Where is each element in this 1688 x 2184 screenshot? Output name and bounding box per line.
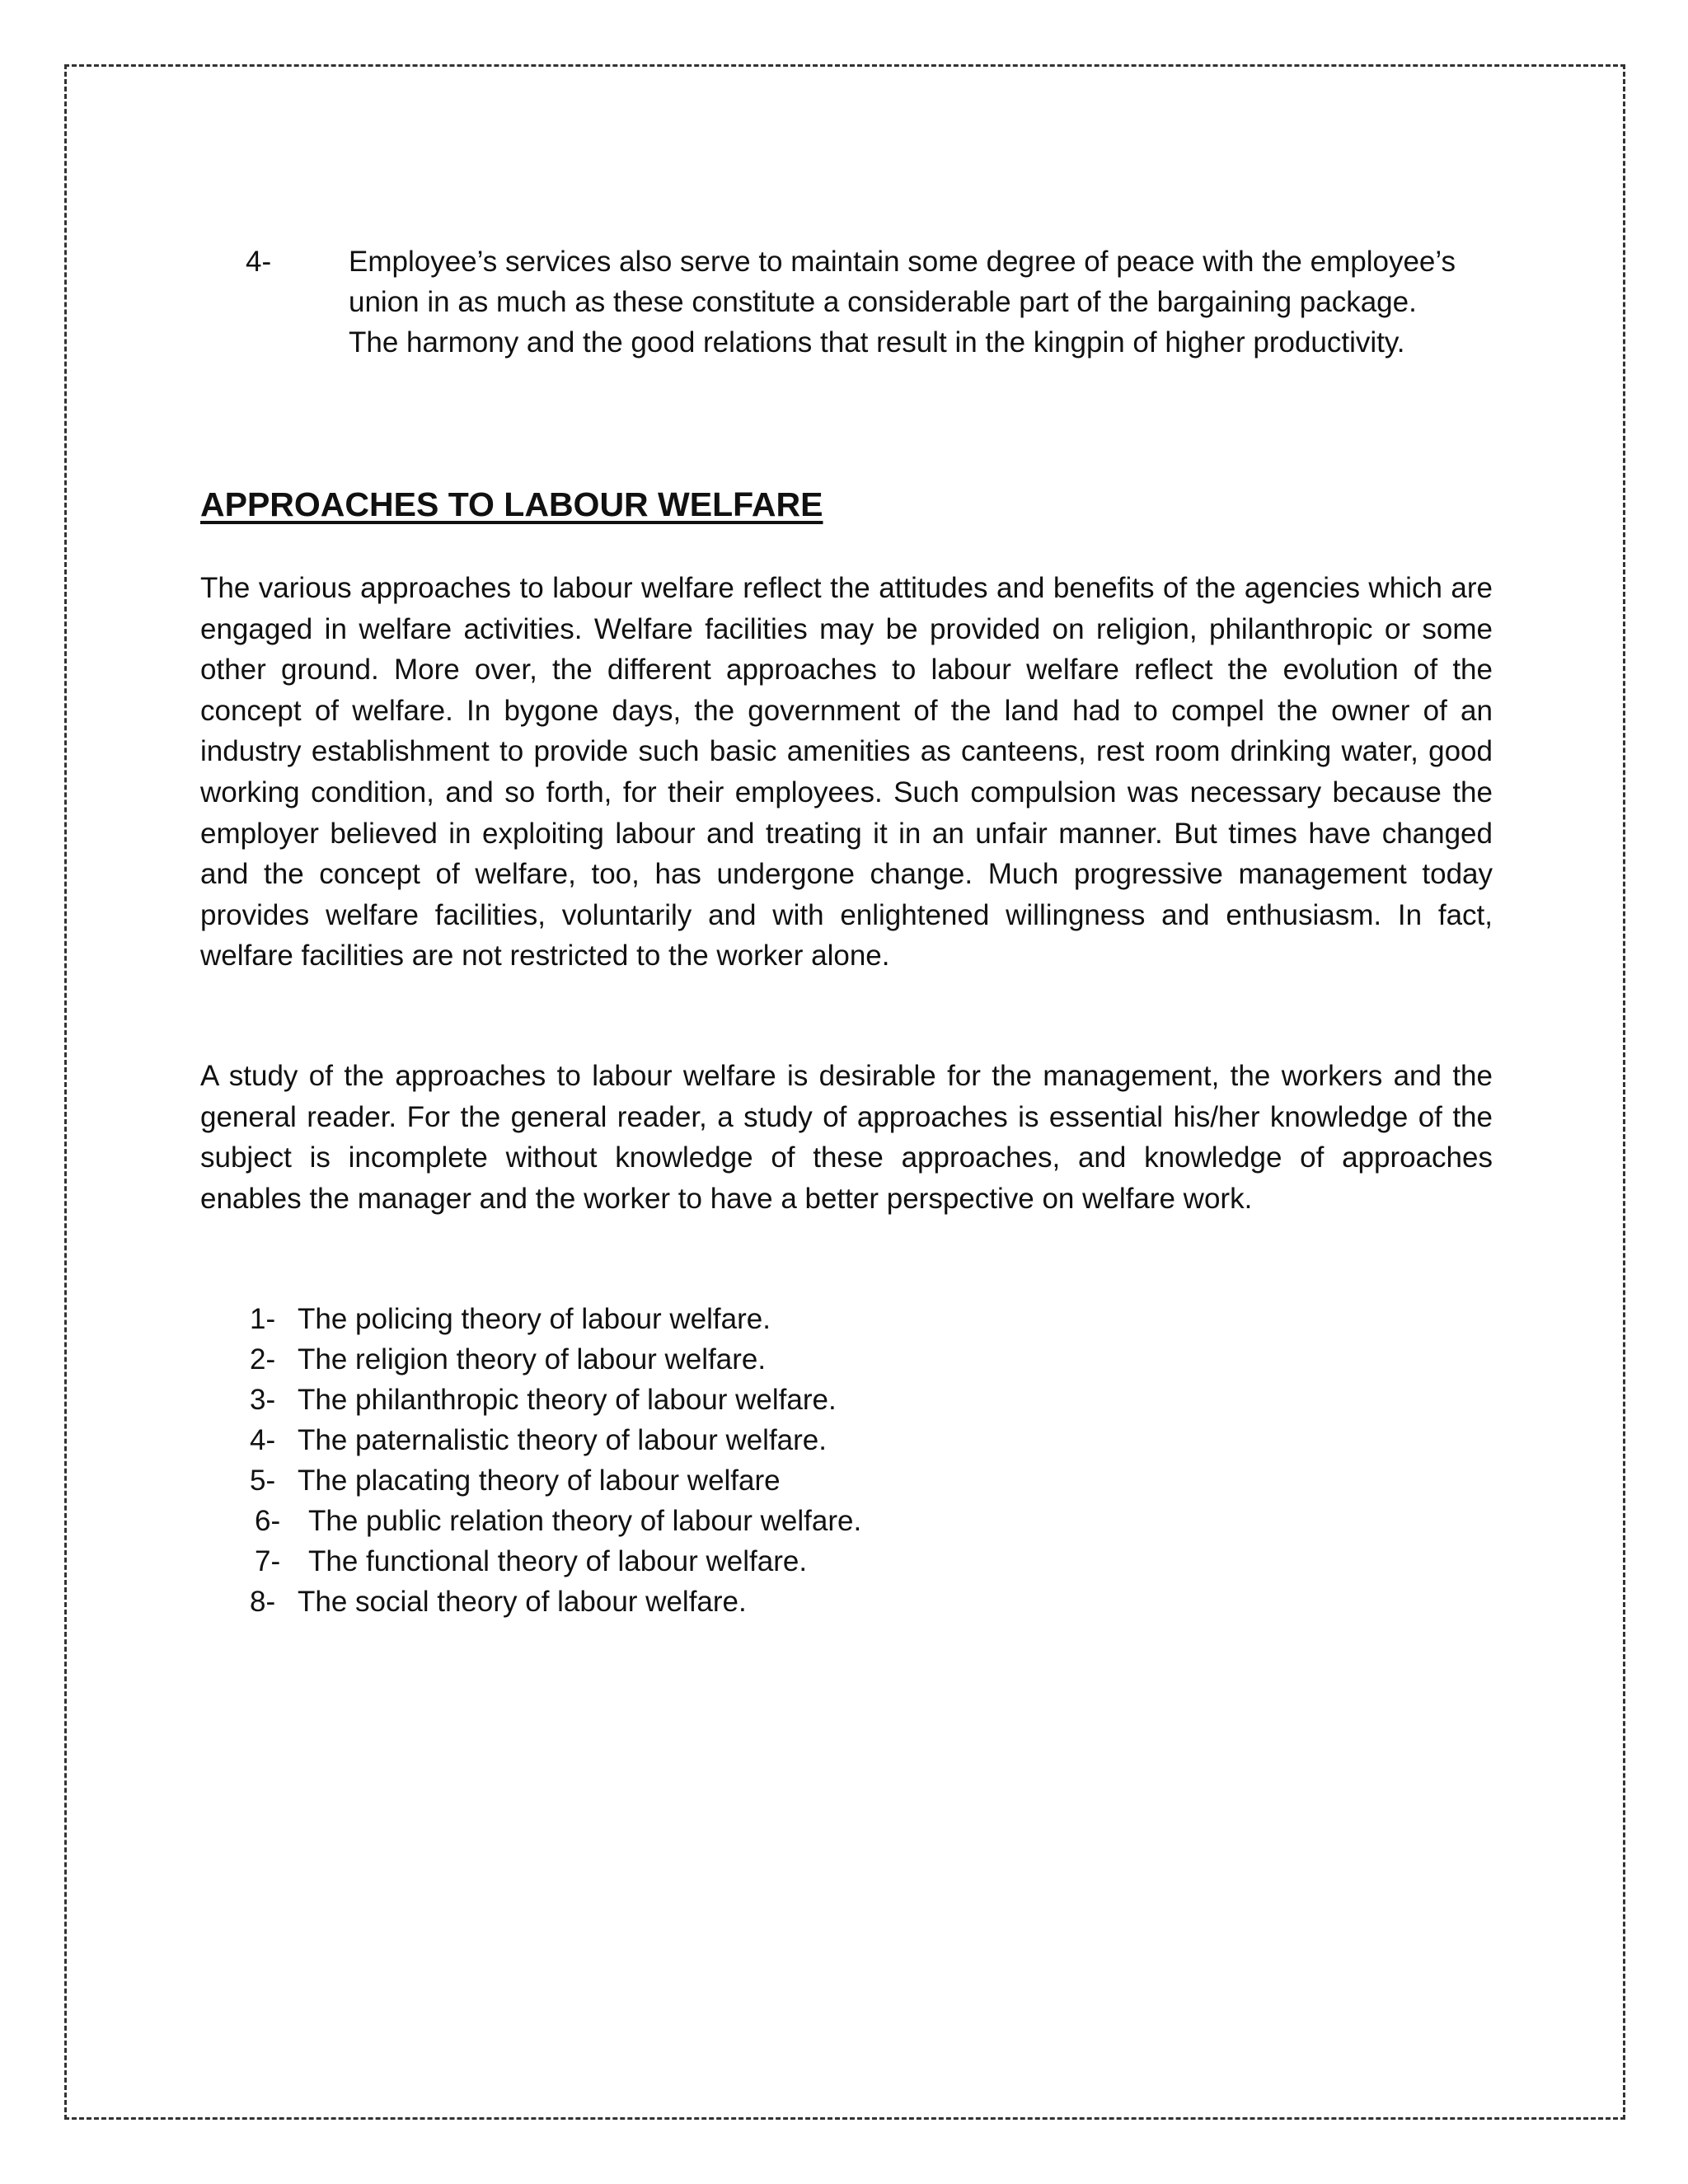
list-item-number: 2- [250,1343,276,1376]
list-item [200,1541,1493,1582]
list-item-text: The religion theory of labour welfare. [298,1343,767,1376]
list-item-text: The social theory of labour welfare. [298,1586,747,1618]
list-item-text: The public relation theory of labour welfare. [308,1505,862,1537]
list-item [200,1501,1493,1541]
list-item-text: The policing theory of labour welfare. [298,1303,771,1335]
point-number: 4- [246,246,272,278]
paragraph-approaches-intro: The various approaches to labour welfare reflect the attitudes and benefits of the agencies which are engaged in welfare activities. Welfare facilities may be provided on religion, philanthropic or some other ground. More over, the different approaches to labour welfare reflect the evolution of the concept of welfare. In bygone days, the government of the land had to compel the owner of an industry establishment to provide such basic amenities as canteens, rest room drinking water, good working condition, and so forth, for their employees. Such compulsion was necessary because the employer believed in exploiting labour and treating it in an unfair manner. But times have changed and the concept of welfare, too, has undergone change. Much progressive management today provides welfare facilities, voluntarily and with enlightened willingness and enthusiasm. In fact, welfare facilities are not restricted to the worker alone. [200,572,1493,972]
list-item [200,1380,1493,1420]
list-item-number: 5- [250,1465,276,1497]
section-heading: APPROACHES TO LABOUR WELFARE [200,485,823,523]
list-item-text: The functional theory of labour welfare. [308,1545,808,1577]
list-item-number: 6- [255,1505,281,1537]
list-item-text: The placating theory of labour welfare [298,1465,781,1497]
list-item [200,1582,1493,1622]
list-item [200,1299,1493,1339]
point-text: Employee’s services also serve to maintain some degree of peace with the employee’s union in as much as these constitute a considerable part of the bargaining package. The harmony and the good relations that result in the kingpin of higher productivity. [349,246,1456,359]
paragraph-study-of-approaches: A study of the approaches to labour welfare is desirable for the management, the workers and the general reader. For the general reader, a study of approaches is essential his/her knowledge of the subject is incomplete without knowledge of these approaches, and knowledge of approaches enables the manager and the worker to have a better perspective on welfare work. [200,1060,1493,1215]
list-item-number: 7- [255,1545,281,1577]
list-item-number: 8- [250,1586,276,1618]
list-item [200,1460,1493,1501]
list-item [200,1339,1493,1380]
theory-list [200,1299,1493,1622]
list-item-number: 1- [250,1303,276,1335]
list-item-text: The philanthropic theory of labour welfare. [298,1384,837,1416]
list-item-number: 4- [250,1424,276,1456]
list-item-text: The paternalistic theory of labour welfare. [298,1424,827,1456]
list-item [200,1420,1493,1460]
list-item-number: 3- [250,1384,276,1416]
